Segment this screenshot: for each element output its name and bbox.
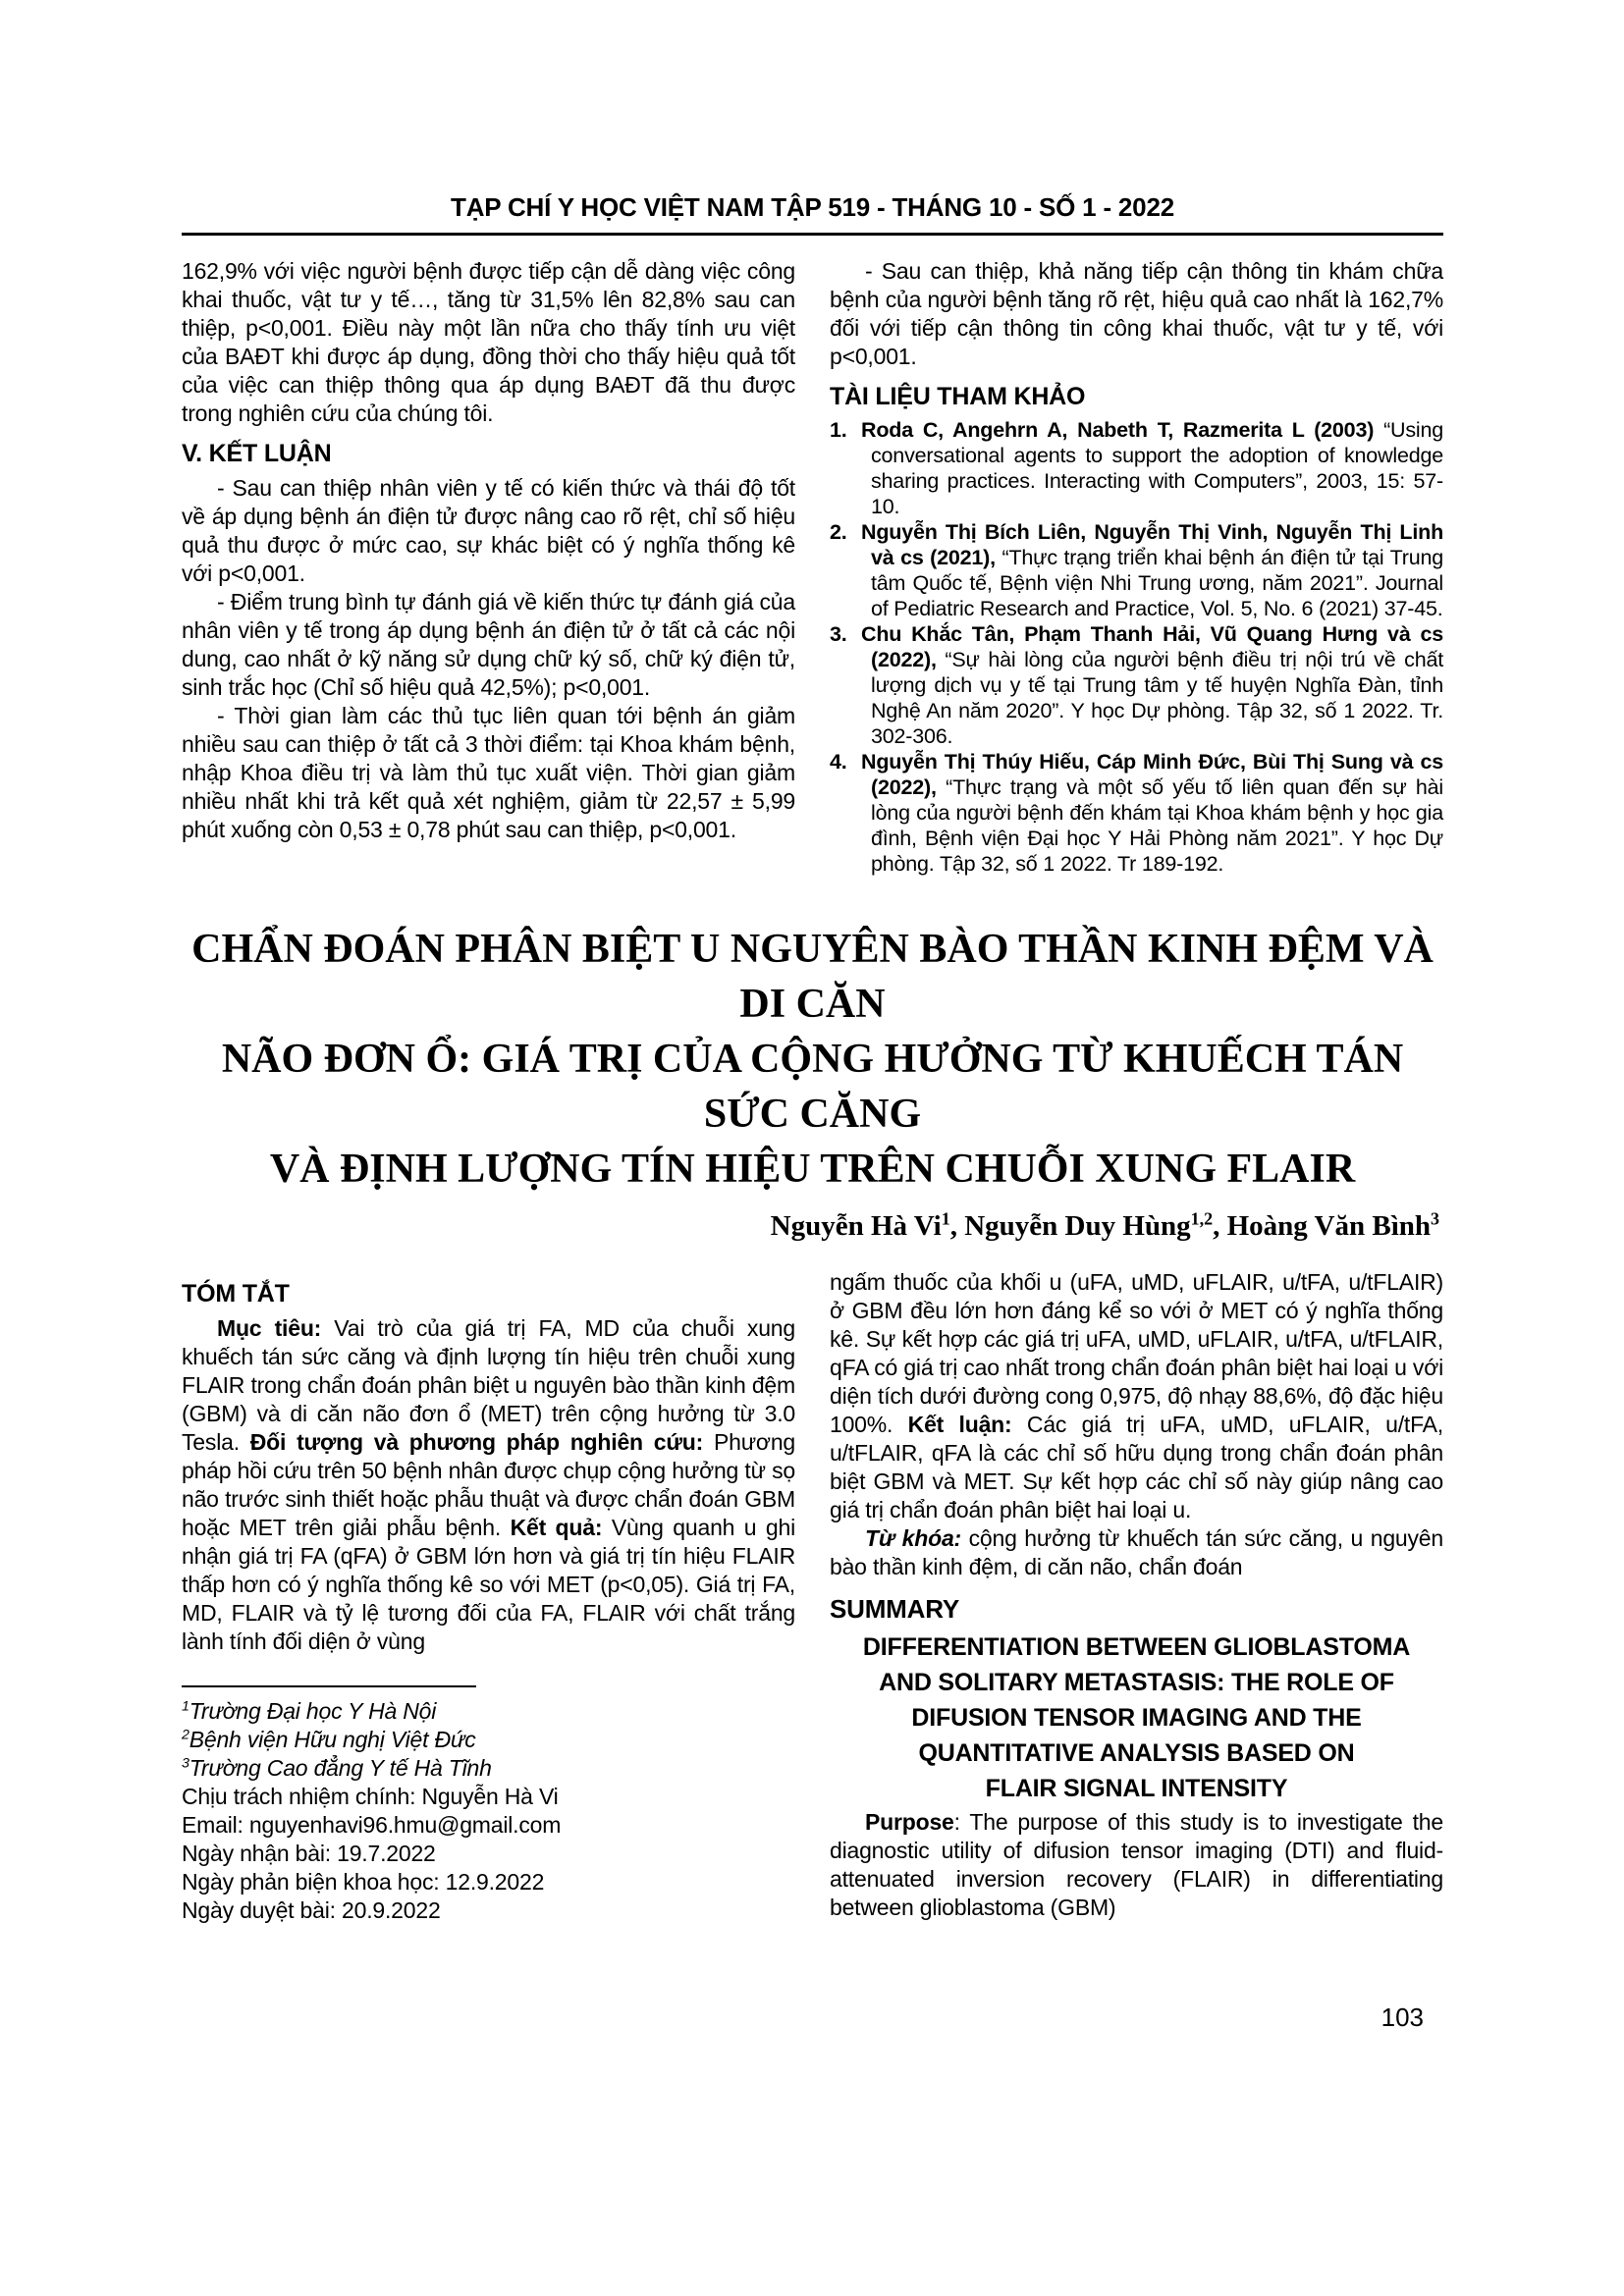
reference-authors: Chu Khắc Tân, Phạm Thanh Hải, Vũ Quang Hưng và cs (2022), bbox=[861, 622, 1443, 671]
author-name: , Hoàng Văn Bình bbox=[1213, 1210, 1432, 1242]
author bbox=[771, 1210, 950, 1242]
abstract-text: ngấm thuốc của khối u (uFA, uMD, uFLAIR, u/tFA, u/tFLAIR) ở GBM đều lớn hơn đáng kể so với ở MET có ý nghĩa thống kê. Sự kết hợp các giá trị uFA, uMD, uFLAIR, u/tFA, u/tFLAIR, qFA có giá trị cao nhất trong chẩn đoán phân biệt hai loại u với diện tích dưới đường cong 0,975, độ nhạy 88,6%, độ đặc hiệu 100%. bbox=[830, 1269, 1443, 1437]
affiliation-marker: 2 bbox=[182, 1727, 189, 1743]
author bbox=[1213, 1210, 1439, 1242]
english-title-line: DIFFERENTIATION BETWEEN GLIOBLASTOMA bbox=[862, 1633, 1411, 1661]
footnote-line: Ngày phản biện khoa học: 12.9.2022 bbox=[182, 1869, 545, 1895]
conclusion-heading: V. KẾT LUẬN bbox=[182, 440, 332, 467]
abstract-paragraph bbox=[182, 1314, 795, 1656]
summary-heading: SUMMARY bbox=[830, 1594, 959, 1624]
conclusion-item: - Thời gian làm các thủ tục liên quan tới bệnh án giảm nhiều sau can thiệp ở tất cả 3 thời điểm: tại Khoa khám bệnh, nhập Khoa điều trị và làm thủ tục xuất viện. Thời gian giảm nhiều nhất khi trả kết quả xét nghiệm, giảm từ 22,57 ± 5,99 phút xuống còn 0,53 ± 0,78 phút sau can thiệp, p<0,001. bbox=[182, 703, 795, 842]
reference-item bbox=[830, 519, 1443, 621]
footnote-block bbox=[182, 1685, 795, 1925]
author bbox=[950, 1210, 1213, 1242]
previous-article-section bbox=[182, 257, 1443, 877]
reference-item bbox=[830, 621, 1443, 749]
reference-list bbox=[830, 417, 1443, 877]
keywords-text: cộng hưởng từ khuếch tán sức căng, u nguyên bào thần kinh đệm, di căn não, chẩn đoán bbox=[830, 1525, 1443, 1579]
footnote-line: Ngày duyệt bài: 20.9.2022 bbox=[182, 1897, 441, 1923]
reference-number: 2. bbox=[830, 520, 847, 544]
affiliation-marker: 1 bbox=[182, 1698, 189, 1715]
abstract-text: Vai trò của giá trị FA, MD của chuỗi xung khuếch tán sức căng và định lượng tín hiệu trên chuỗi xung FLAIR trong chẩn đoán phân biệt u nguyên bào thần kinh đệm (GBM) và di căn não đơn ổ (MET) trên cộng hưởng từ 3.0 Tesla. bbox=[182, 1315, 795, 1455]
left-column bbox=[182, 1268, 795, 1925]
affiliation-marker: 3 bbox=[182, 1755, 189, 1772]
reference-number: 4. bbox=[830, 750, 847, 774]
reference-number: 1. bbox=[830, 418, 847, 442]
conclusion-item: - Điểm trung bình tự đánh giá về kiến thức tự đánh giá của nhân viên y tế trong áp dụng bệnh án điện tử ở tất cả các nội dung, cao nhất ở kỹ năng sử dụng chữ ký số, chữ ký điện tử, sinh trắc học (Chỉ số hiệu quả 42,5%); p<0,001. bbox=[182, 589, 795, 700]
page-number: 103 bbox=[1380, 2002, 1424, 2032]
references-heading: TÀI LIỆU THAM KHẢO bbox=[830, 383, 1086, 410]
article-title-line: NÃO ĐƠN Ổ: GIÁ TRỊ CỦA CỘNG HƯỞNG TỪ KHUẾCH TÁN SỨC CĂNG bbox=[221, 1037, 1404, 1137]
english-title-line: QUANTITATIVE ANALYSIS BASED ON bbox=[918, 1739, 1355, 1767]
purpose-label: Purpose bbox=[865, 1809, 954, 1835]
purpose-paragraph bbox=[830, 1808, 1443, 1922]
abstract-text: Phương pháp hồi cứu trên 50 bệnh nhân được chụp cộng hưởng từ sọ não trước sinh thiết hoặc phẫu thuật và được chẩn đoán GBM hoặc MET trên giải phẫu bệnh. bbox=[182, 1429, 795, 1540]
affiliation-text: Trường Đại học Y Hà Nội bbox=[189, 1698, 437, 1724]
page-content bbox=[182, 192, 1443, 1925]
author-name: , Nguyễn Duy Hùng bbox=[949, 1210, 1191, 1242]
author-affiliation-marker: 3 bbox=[1431, 1208, 1439, 1229]
english-title-line: AND SOLITARY METASTASIS: THE ROLE OF bbox=[879, 1669, 1394, 1696]
abstract-label: Đối tượng và phương pháp nghiên cứu: bbox=[249, 1429, 704, 1455]
reference-authors: Nguyễn Thị Thúy Hiếu, Cáp Minh Đức, Bùi Thị Sung và cs (2022), bbox=[861, 750, 1443, 799]
affiliation bbox=[182, 1726, 795, 1754]
author-affiliation-marker: 1,2 bbox=[1190, 1208, 1214, 1229]
body-paragraph: - Sau can thiệp, khả năng tiếp cận thông tin khám chữa bệnh của người bệnh tăng rõ rệt, hiệu quả cao nhất là 162,7% đối với tiếp cận thông tin công khai thuốc, vật tư y tế, với p<0,001. bbox=[830, 258, 1443, 369]
keywords bbox=[830, 1524, 1443, 1581]
reference-text: “Thực trạng triển khai bệnh án điện tử tại Trung tâm Quốc tế, Bệnh viện Nhi Trung ương, năm 2021”. Journal of Pediatric Research and Practice, Vol. 5, No. 6 (2021) 37-45. bbox=[871, 546, 1443, 620]
conclusion-item: - Sau can thiệp nhân viên y tế có kiến thức và thái độ tốt về áp dụng bệnh án điện tử được nâng cao rõ rệt, chỉ số hiệu quả thu được ở mức cao, sự khác biệt có ý nghĩa thống kê với p<0,001. bbox=[182, 475, 795, 586]
affiliation bbox=[182, 1754, 795, 1783]
abstract-heading: TÓM TẮT bbox=[182, 1280, 290, 1308]
author-affiliation-marker: 1 bbox=[941, 1208, 950, 1229]
reference-text: “Sự hài lòng của người bệnh điều trị nội trú về chất lượng dịch vụ y tế tại Trung tâm y tế huyện Nghĩa Đàn, tỉnh Nghệ An năm 2020”. Y học Dự phòng. Tập 32, số 1 2022. Tr. 302-306. bbox=[871, 648, 1443, 748]
author-name: Nguyễn Hà Vi bbox=[770, 1210, 942, 1242]
abstract-label: Mục tiêu: bbox=[217, 1315, 322, 1341]
article-title bbox=[182, 922, 1443, 1197]
right-column bbox=[830, 1268, 1443, 1925]
abstract-paragraph-continuation bbox=[830, 1268, 1443, 1524]
keywords-label: Từ khóa: bbox=[865, 1525, 962, 1551]
footnote-separator bbox=[182, 1685, 476, 1687]
abstract-text: Các giá trị uFA, uMD, uFLAIR, u/tFA, u/tFLAIR, qFA là các chỉ số hữu dụng trong chẩn đoán phân biệt GBM và MET. Sự kết hợp các chỉ số này giúp nâng cao giá trị chẩn đoán phân biệt hai loại u. bbox=[830, 1412, 1443, 1522]
reference-item bbox=[830, 749, 1443, 877]
body-paragraph: 162,9% với việc người bệnh được tiếp cận dễ dàng việc công khai thuốc, vật tư y tế…, tăng từ 31,5% lên 82,8% sau can thiệp, p<0,001. Điều này một lần nữa cho thấy tính ưu việt của BAĐT khi được áp dụng, đồng thời cho thấy hiệu quả tốt của việc can thiệp thông qua áp dụng BAĐT đã thu được trong nghiên cứu của chúng tôi. bbox=[182, 258, 795, 426]
article-authors bbox=[182, 1210, 1443, 1243]
footnote-line: Ngày nhận bài: 19.7.2022 bbox=[182, 1841, 436, 1866]
affiliation bbox=[182, 1697, 795, 1726]
english-title-line: DIFUSION TENSOR IMAGING AND THE bbox=[911, 1704, 1362, 1732]
reference-number: 3. bbox=[830, 622, 847, 646]
english-title bbox=[830, 1629, 1443, 1806]
abstract-section bbox=[182, 1268, 1443, 1925]
reference-authors: Roda C, Angehrn A, Nabeth T, Razmerita L (2003) bbox=[861, 418, 1375, 442]
journal-header: TẠP CHÍ Y HỌC VIỆT NAM TẬP 519 - THÁNG 10 - SỐ 1 - 2022 bbox=[182, 192, 1443, 236]
affiliation-text: Trường Cao đẳng Y tế Hà Tĩnh bbox=[189, 1755, 492, 1781]
article-title-line: VÀ ĐỊNH LƯỢNG TÍN HIỆU TRÊN CHUỖI XUNG FLAIR bbox=[269, 1147, 1356, 1192]
affiliation-text: Bệnh viện Hữu nghị Việt Đức bbox=[189, 1727, 476, 1752]
reference-authors: Nguyễn Thị Bích Liên, Nguyễn Thị Vinh, Nguyễn Thị Linh và cs (2021), bbox=[861, 520, 1443, 569]
left-column bbox=[182, 257, 795, 877]
abstract-label: Kết luận: bbox=[907, 1412, 1012, 1437]
footnote-line: Email: nguyenhavi96.hmu@gmail.com bbox=[182, 1812, 562, 1838]
reference-text: “Thực trạng và một số yếu tố liên quan đến sự hài lòng của người bệnh đến khám tại Khoa khám bệnh y học gia đình, Bệnh viện Đại học Y Hải Phòng năm 2021”. Y học Dự phòng. Tập 32, số 1 2022. Tr 189-192. bbox=[871, 775, 1443, 876]
abstract-text: Vùng quanh u ghi nhận giá trị FA (qFA) ở GBM lớn hơn và giá trị tín hiệu FLAIR thấp hơn có ý nghĩa thống kê so với MET (p<0,05). Giá trị FA, MD, FLAIR và tỷ lệ tương đối của FA, FLAIR với chất trắng lành tính đối diện ở vùng bbox=[182, 1515, 795, 1654]
article-title-line: CHẨN ĐOÁN PHÂN BIỆT U NGUYÊN BÀO THẦN KINH ĐỆM VÀ DI CĂN bbox=[191, 927, 1434, 1027]
english-title-line: FLAIR SIGNAL INTENSITY bbox=[985, 1775, 1288, 1802]
right-column bbox=[830, 257, 1443, 877]
reference-text: “Using conversational agents to support the adoption of knowledge sharing practices. Interacting with Computers”, 2003, 15: 57-10. bbox=[871, 418, 1443, 518]
purpose-text: : The purpose of this study is to investigate the diagnostic utility of difusion tensor imaging (DTI) and fluid-attenuated inversion recovery (FLAIR) in differentiating between glioblastoma (GBM) bbox=[830, 1809, 1443, 1920]
abstract-label: Kết quả: bbox=[510, 1515, 603, 1540]
footnote-line: Chịu trách nhiệm chính: Nguyễn Hà Vi bbox=[182, 1784, 559, 1809]
reference-item bbox=[830, 417, 1443, 519]
